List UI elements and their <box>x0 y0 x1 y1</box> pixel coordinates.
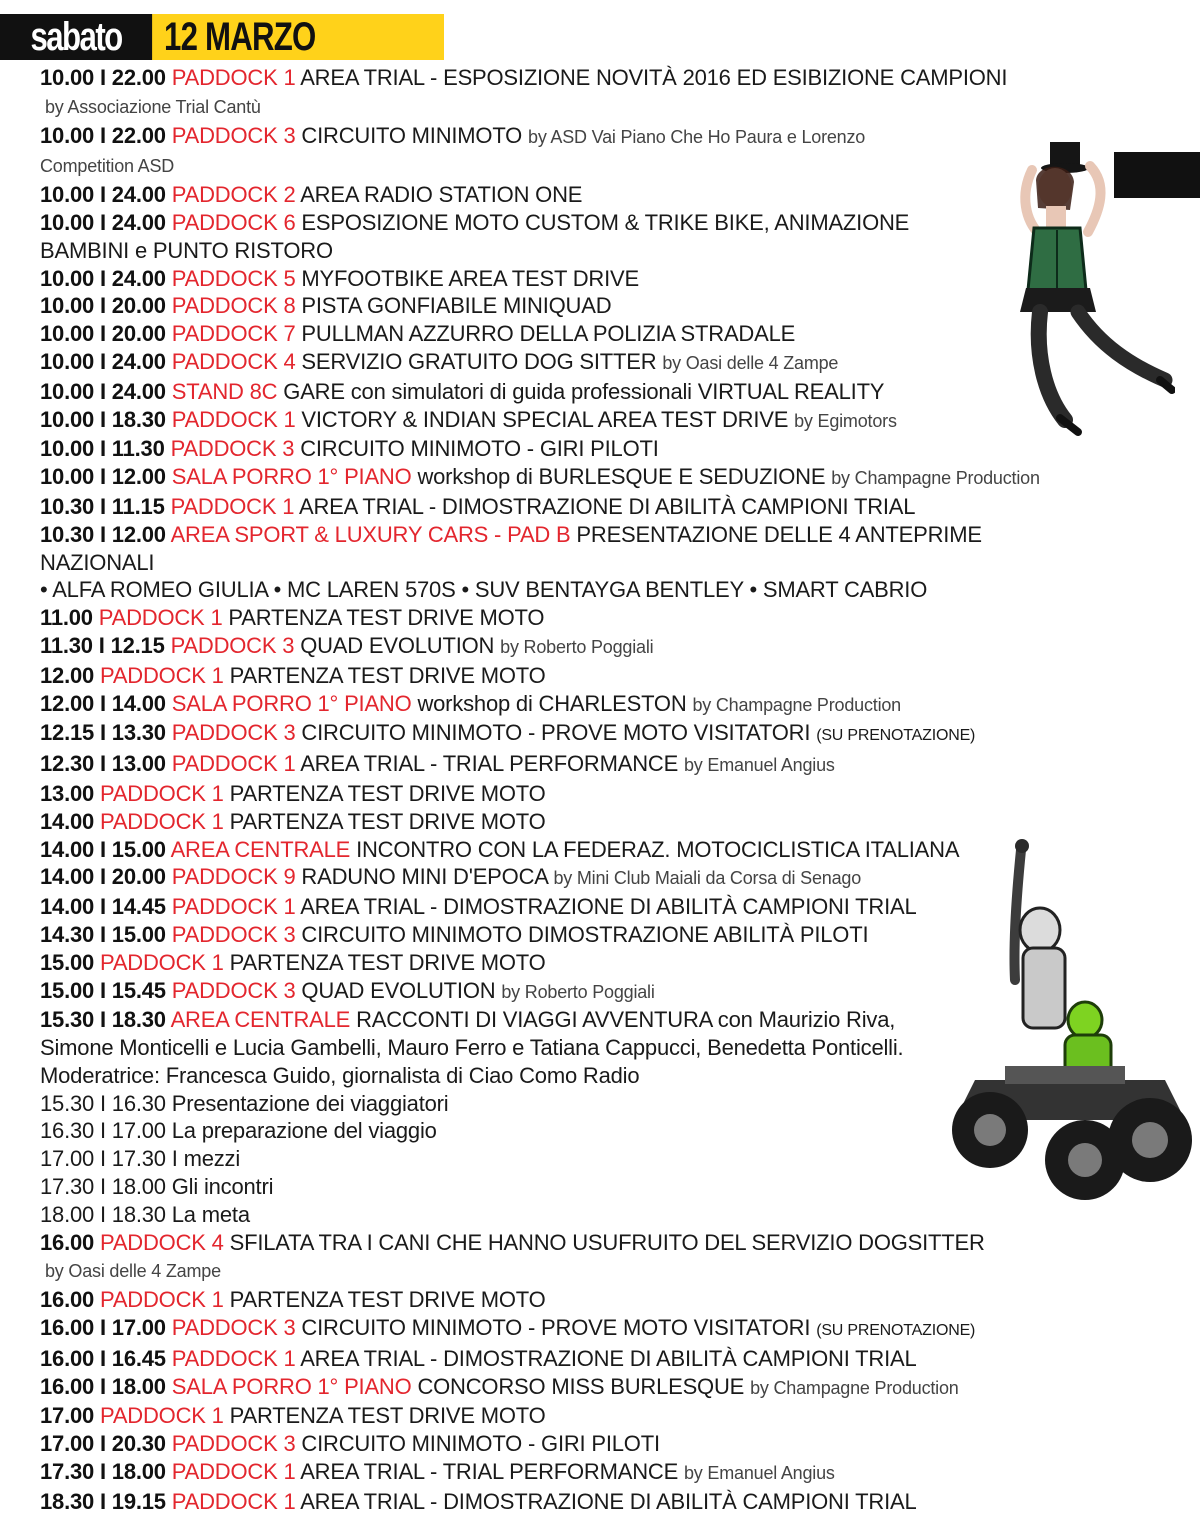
event-location: PADDOCK 3 <box>171 1431 296 1457</box>
event-time: 11.00 <box>40 605 93 631</box>
event-location: PADDOCK 5 <box>171 265 296 291</box>
event-time: 15.00 <box>40 949 95 975</box>
event-description: workshop di CHARLESTON <box>417 690 687 716</box>
event-time: 14.30 I 15.00 <box>40 921 166 947</box>
event-organizer: by Egimotors <box>794 410 897 431</box>
event-time: 18.30 I 19.15 <box>40 1488 166 1514</box>
event-description: Simone Monticelli e Lucia Gambelli, Mauro Ferro e Tatiana Cappucci, Benedetta Ponticelli. <box>40 1035 904 1061</box>
event-location: AREA CENTRALE <box>170 836 351 862</box>
event-time: 10.00 I 24.00 <box>40 348 166 374</box>
event-time: 11.30 I 12.15 <box>40 632 165 658</box>
event-description: INCONTRO CON LA FEDERAZ. MOTOCICLISTICA ITALIANA <box>356 836 960 862</box>
event-description: PARTENZA TEST DRIVE MOTO <box>229 780 546 806</box>
event-location: PADDOCK 4 <box>99 1229 224 1255</box>
event-time: 10.00 I 11.30 <box>40 436 165 462</box>
event-description: AREA TRIAL - DIMOSTRAZIONE DI ABILITÀ CAMPIONI TRIAL <box>300 1488 917 1514</box>
event-description: PARTENZA TEST DRIVE MOTO <box>229 808 546 834</box>
event-organizer: by ASD Vai Piano Che Ho Paura e Lorenzo <box>528 126 866 147</box>
event-location: SALA PORRO 1° PIANO <box>171 1373 412 1399</box>
schedule-row <box>40 1458 1140 1488</box>
schedule-row <box>40 690 1140 720</box>
event-description: CIRCUITO MINIMOTO DIMOSTRAZIONE ABILITÀ PILOTI <box>301 921 869 947</box>
burlesque-dancer-image <box>940 140 1175 440</box>
event-description: NAZIONALI <box>40 549 155 575</box>
event-organizer: by Oasi delle 4 Zampe <box>662 352 839 373</box>
date-label: 12 MARZO <box>164 14 316 59</box>
schedule-row <box>40 1229 1140 1257</box>
schedule-row <box>40 493 1140 521</box>
event-description: CIRCUITO MINIMOTO - GIRI PILOTI <box>300 436 659 462</box>
event-location: PADDOCK 1 <box>171 1345 296 1371</box>
schedule-row <box>40 719 1140 750</box>
event-description: GARE con simulatori di guida professionali VIRTUAL REALITY <box>283 378 885 404</box>
event-organizer: by Mini Club Maiali da Corsa di Senago <box>553 868 862 889</box>
event-location: SALA PORRO 1° PIANO <box>171 464 412 490</box>
event-time: 10.00 I 20.00 <box>40 321 166 347</box>
event-location: PADDOCK 2 <box>171 182 296 208</box>
event-location: SALA PORRO 1° PIANO <box>171 690 412 716</box>
event-time: 15.00 I 15.45 <box>40 977 166 1003</box>
event-description: AREA TRIAL - TRIAL PERFORMANCE <box>300 1459 679 1485</box>
event-location: PADDOCK 1 <box>171 751 296 777</box>
event-note: (SU PRENOTAZIONE) <box>816 727 976 745</box>
event-description: PARTENZA TEST DRIVE MOTO <box>229 662 546 688</box>
event-time: 14.00 <box>40 808 95 834</box>
event-location: PADDOCK 1 <box>99 808 224 834</box>
schedule-row <box>40 780 1140 808</box>
event-organizer: by Champagne Production <box>750 1377 959 1398</box>
event-description: 18.00 I 18.30 La meta <box>40 1201 250 1227</box>
event-description: RADUNO MINI D'EPOCA <box>301 864 548 890</box>
event-time: 12.00 <box>40 662 95 688</box>
schedule-row <box>40 549 1140 577</box>
event-time: 10.30 I 11.15 <box>40 493 165 519</box>
event-location: PADDOCK 8 <box>171 293 296 319</box>
event-location: PADDOCK 6 <box>171 209 296 235</box>
event-location: PADDOCK 3 <box>171 122 296 148</box>
event-time: 10.00 I 12.00 <box>40 464 166 490</box>
event-description: Moderatrice: Francesca Guido, giornalista di Ciao Como Radio <box>40 1062 640 1088</box>
event-location: PADDOCK 1 <box>170 493 295 519</box>
event-location: PADDOCK 3 <box>171 921 296 947</box>
event-location: PADDOCK 9 <box>171 864 296 890</box>
event-time: 10.00 I 20.00 <box>40 293 166 319</box>
event-description: PARTENZA TEST DRIVE MOTO <box>229 1403 546 1429</box>
event-description: workshop di BURLESQUE E SEDUZIONE <box>417 464 826 490</box>
schedule-row <box>40 1430 1140 1458</box>
schedule-row <box>40 64 1140 92</box>
schedule-row <box>40 662 1140 690</box>
event-time: 17.00 I 20.30 <box>40 1431 166 1457</box>
event-location: PADDOCK 1 <box>99 662 224 688</box>
event-time: 16.00 I 17.00 <box>40 1315 166 1341</box>
day-label: sabato <box>0 14 152 60</box>
event-time: 10.00 I 22.00 <box>40 122 166 148</box>
event-time: 16.00 <box>40 1287 95 1313</box>
event-description: AREA RADIO STATION ONE <box>300 182 583 208</box>
event-location: PADDOCK 1 <box>171 1488 296 1514</box>
event-time: 10.00 I 22.00 <box>40 65 166 90</box>
event-description: CIRCUITO MINIMOTO - GIRI PILOTI <box>301 1431 660 1457</box>
schedule-row <box>40 750 1140 780</box>
event-location: PADDOCK 1 <box>98 605 223 631</box>
event-location: PADDOCK 1 <box>99 1403 224 1429</box>
date-label-box <box>152 14 444 60</box>
schedule-row <box>40 604 1140 632</box>
schedule-row <box>40 1286 1140 1314</box>
event-time: 10.00 I 24.00 <box>40 182 166 208</box>
event-time: 10.30 I 12.00 <box>40 521 166 547</box>
schedule-row <box>40 463 1140 493</box>
event-location: PADDOCK 3 <box>171 977 296 1003</box>
event-description: 17.30 I 18.00 Gli incontri <box>40 1174 274 1200</box>
event-time: 10.00 I 24.00 <box>40 265 166 291</box>
event-organizer: by Emanuel Angius <box>684 755 835 776</box>
event-description: • ALFA ROMEO GIULIA • MC LAREN 570S • SUV BENTAYGA BENTLEY • SMART CABRIO <box>40 577 928 603</box>
event-description: AREA TRIAL - ESPOSIZIONE NOVITÀ 2016 ED ESIBIZIONE CAMPIONI <box>300 65 1008 90</box>
schedule-row <box>40 632 1140 662</box>
event-location: PADDOCK 7 <box>171 321 296 347</box>
event-organizer: by Champagne Production <box>692 694 901 715</box>
schedule-row <box>40 576 1140 604</box>
event-location: PADDOCK 3 <box>171 1315 296 1341</box>
event-description: AREA TRIAL - DIMOSTRAZIONE DI ABILITÀ CAMPIONI TRIAL <box>300 1345 917 1371</box>
schedule-row <box>40 521 1140 549</box>
event-description: PARTENZA TEST DRIVE MOTO <box>229 1287 546 1313</box>
event-location: PADDOCK 1 <box>99 949 224 975</box>
event-location: PADDOCK 3 <box>170 436 295 462</box>
event-description: PARTENZA TEST DRIVE MOTO <box>229 949 546 975</box>
event-location: PADDOCK 4 <box>171 348 296 374</box>
schedule-row <box>40 1256 1140 1286</box>
event-location: PADDOCK 3 <box>171 720 296 746</box>
event-organizer: by Associazione Trial Cantù <box>45 96 261 117</box>
event-time: 16.00 I 18.00 <box>40 1373 166 1399</box>
event-location: PADDOCK 3 <box>170 632 295 658</box>
event-time: 12.00 I 14.00 <box>40 690 166 716</box>
event-description: CIRCUITO MINIMOTO - PROVE MOTO VISITATORI <box>301 720 811 746</box>
event-time: 16.00 <box>40 1229 95 1255</box>
event-note: (SU PRENOTAZIONE) <box>816 1322 976 1340</box>
event-location: PADDOCK 1 <box>171 406 296 432</box>
event-description: BAMBINI e PUNTO RISTORO <box>40 237 333 263</box>
event-location: PADDOCK 1 <box>171 1459 296 1485</box>
event-location: PADDOCK 1 <box>171 65 296 90</box>
event-description: 15.30 I 16.30 Presentazione dei viaggiatori <box>40 1090 449 1116</box>
event-location: PADDOCK 1 <box>99 780 224 806</box>
event-description: PULLMAN AZZURRO DELLA POLIZIA STRADALE <box>301 321 796 347</box>
event-description: CIRCUITO MINIMOTO <box>301 122 523 148</box>
day-header <box>0 14 444 60</box>
event-time: 10.00 I 24.00 <box>40 378 166 404</box>
event-description: SERVIZIO GRATUITO DOG SITTER <box>301 348 657 374</box>
schedule-row <box>40 92 1140 122</box>
schedule-row <box>40 1402 1140 1430</box>
event-time: 13.00 <box>40 780 95 806</box>
event-description: RACCONTI DI VIAGGI AVVENTURA con Maurizio Riva, <box>356 1007 896 1033</box>
event-time: 14.00 I 20.00 <box>40 864 166 890</box>
event-description: QUAD EVOLUTION <box>300 632 495 658</box>
event-description: ESPOSIZIONE MOTO CUSTOM & TRIKE BIKE, ANIMAZIONE <box>301 209 910 235</box>
schedule-row <box>40 1488 1140 1516</box>
event-organizer: Competition ASD <box>40 156 175 177</box>
event-time: 10.00 I 24.00 <box>40 209 166 235</box>
schedule-row <box>40 1373 1140 1403</box>
event-time: 15.30 I 18.30 <box>40 1007 166 1033</box>
event-organizer: by Oasi delle 4 Zampe <box>45 1261 221 1282</box>
quad-rider-image <box>935 830 1200 1210</box>
event-description: CIRCUITO MINIMOTO - PROVE MOTO VISITATORI <box>301 1315 811 1341</box>
event-location: PADDOCK 1 <box>99 1287 224 1313</box>
schedule-row <box>40 1345 1140 1373</box>
event-location: STAND 8C <box>171 378 278 404</box>
event-location: AREA SPORT & LUXURY CARS - PAD B <box>170 521 571 547</box>
event-description: 16.30 I 17.00 La preparazione del viaggio <box>40 1118 437 1144</box>
event-description: MYFOOTBIKE AREA TEST DRIVE <box>301 265 639 291</box>
event-time: 12.30 I 13.00 <box>40 751 166 777</box>
event-description: PRESENTAZIONE DELLE 4 ANTEPRIME <box>576 521 982 547</box>
event-description: SFILATA TRA I CANI CHE HANNO USUFRUITO DEL SERVIZIO DOGSITTER <box>229 1229 985 1255</box>
schedule-row <box>40 1314 1140 1345</box>
event-description: AREA TRIAL - TRIAL PERFORMANCE <box>300 751 679 777</box>
event-time: 17.00 <box>40 1403 95 1429</box>
event-time: 12.15 I 13.30 <box>40 720 166 746</box>
event-description: PARTENZA TEST DRIVE MOTO <box>228 605 545 631</box>
event-organizer: by Emanuel Angius <box>684 1463 835 1484</box>
event-description: AREA TRIAL - DIMOSTRAZIONE DI ABILITÀ CAMPIONI TRIAL <box>300 894 917 920</box>
event-location: PADDOCK 1 <box>171 894 296 920</box>
event-organizer: by Roberto Poggiali <box>501 981 655 1002</box>
event-time: 14.00 I 14.45 <box>40 894 166 920</box>
event-description: AREA TRIAL - DIMOSTRAZIONE DI ABILITÀ CAMPIONI TRIAL <box>298 493 916 519</box>
event-organizer: by Roberto Poggiali <box>500 636 654 657</box>
event-time: 14.00 I 15.00 <box>40 836 166 862</box>
event-description: QUAD EVOLUTION <box>301 977 496 1003</box>
event-organizer: by Champagne Production <box>831 468 1040 489</box>
event-time: 17.30 I 18.00 <box>40 1459 166 1485</box>
event-time: 10.00 I 18.30 <box>40 406 166 432</box>
event-description: CONCORSO MISS BURLESQUE <box>417 1373 745 1399</box>
event-description: VICTORY & INDIAN SPECIAL AREA TEST DRIVE <box>301 406 789 432</box>
event-description: PISTA GONFIABILE MINIQUAD <box>301 293 612 319</box>
event-location: AREA CENTRALE <box>170 1007 351 1033</box>
event-description: 17.00 I 17.30 I mezzi <box>40 1146 241 1172</box>
event-time: 16.00 I 16.45 <box>40 1345 166 1371</box>
